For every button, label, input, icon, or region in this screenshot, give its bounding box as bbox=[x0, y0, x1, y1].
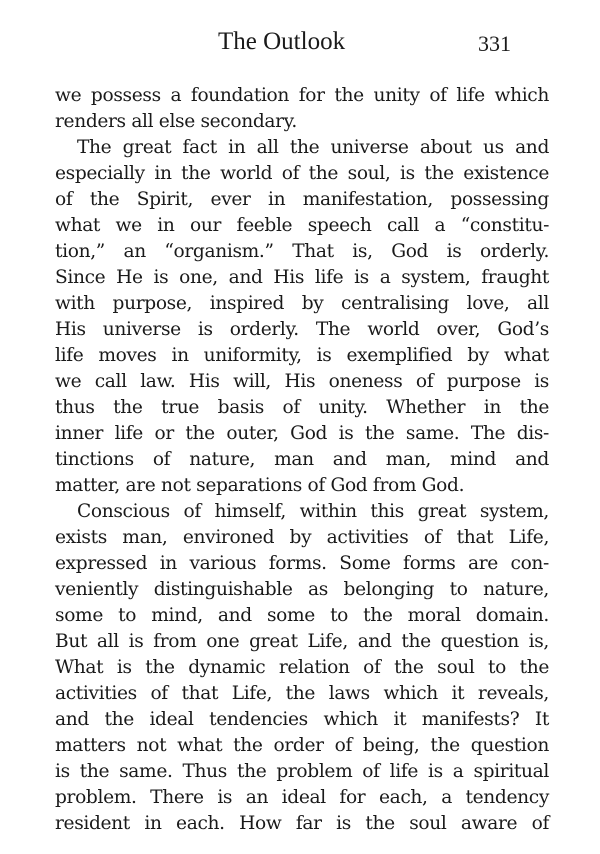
text-line: exists man, environed by activities of that Life, bbox=[55, 527, 549, 548]
text-line: of the Spirit, ever in manifestation, possessing bbox=[55, 189, 549, 210]
text-line: renders all else secondary. bbox=[55, 111, 297, 132]
text-line: resident in each. How far is the soul aware of bbox=[55, 813, 549, 834]
text-line: is the same. Thus the problem of life is a spiritual bbox=[55, 761, 549, 782]
text-line: What is the dynamic relation of the soul to the bbox=[55, 657, 549, 678]
text-line: especially in the world of the soul, is the existence bbox=[55, 163, 549, 184]
text-line: what we in our feeble speech call a “constitu- bbox=[55, 215, 549, 236]
text-line: matters not what the order of being, the question bbox=[55, 735, 549, 756]
text-line: problem. There is an ideal for each, a tendency bbox=[55, 787, 549, 808]
text-line: Conscious of himself, within this great system, bbox=[77, 501, 549, 522]
text-line: His universe is orderly. The world over, God’s bbox=[55, 319, 549, 340]
page-number: 331 bbox=[478, 31, 511, 56]
text-line: But all is from one great Life, and the question is, bbox=[55, 631, 549, 652]
page-body-text bbox=[55, 83, 549, 837]
text-line: some to mind, and some to the moral domain. bbox=[55, 605, 549, 626]
text-line: expressed in various forms. Some forms are con- bbox=[55, 553, 549, 574]
running-title: The Outlook bbox=[218, 28, 346, 55]
running-header bbox=[0, 28, 600, 62]
text-line: inner life or the outer, God is the same. The dis- bbox=[55, 423, 549, 444]
text-line: and the ideal tendencies which it manifests? It bbox=[55, 709, 549, 730]
text-line: tion,” an “organism.” That is, God is orderly. bbox=[55, 241, 549, 262]
text-line: life moves in uniformity, is exemplified by what bbox=[55, 345, 549, 366]
text-line: with purpose, inspired by centralising love, all bbox=[55, 293, 549, 314]
text-line: veniently distinguishable as belonging to nature, bbox=[55, 579, 549, 600]
text-line: tinctions of nature, man and man, mind and bbox=[55, 449, 549, 470]
text-line: matter, are not separations of God from God. bbox=[55, 475, 465, 496]
text-line: thus the true basis of unity. Whether in the bbox=[55, 397, 549, 418]
text-line: we possess a foundation for the unity of life which bbox=[55, 85, 549, 106]
text-line: activities of that Life, the laws which it reveals, bbox=[55, 683, 549, 704]
text-line: Since He is one, and His life is a system, fraught bbox=[55, 267, 549, 288]
text-line: we call law. His will, His oneness of purpose is bbox=[55, 371, 549, 392]
text-line: The great fact in all the universe about us and bbox=[77, 137, 549, 158]
